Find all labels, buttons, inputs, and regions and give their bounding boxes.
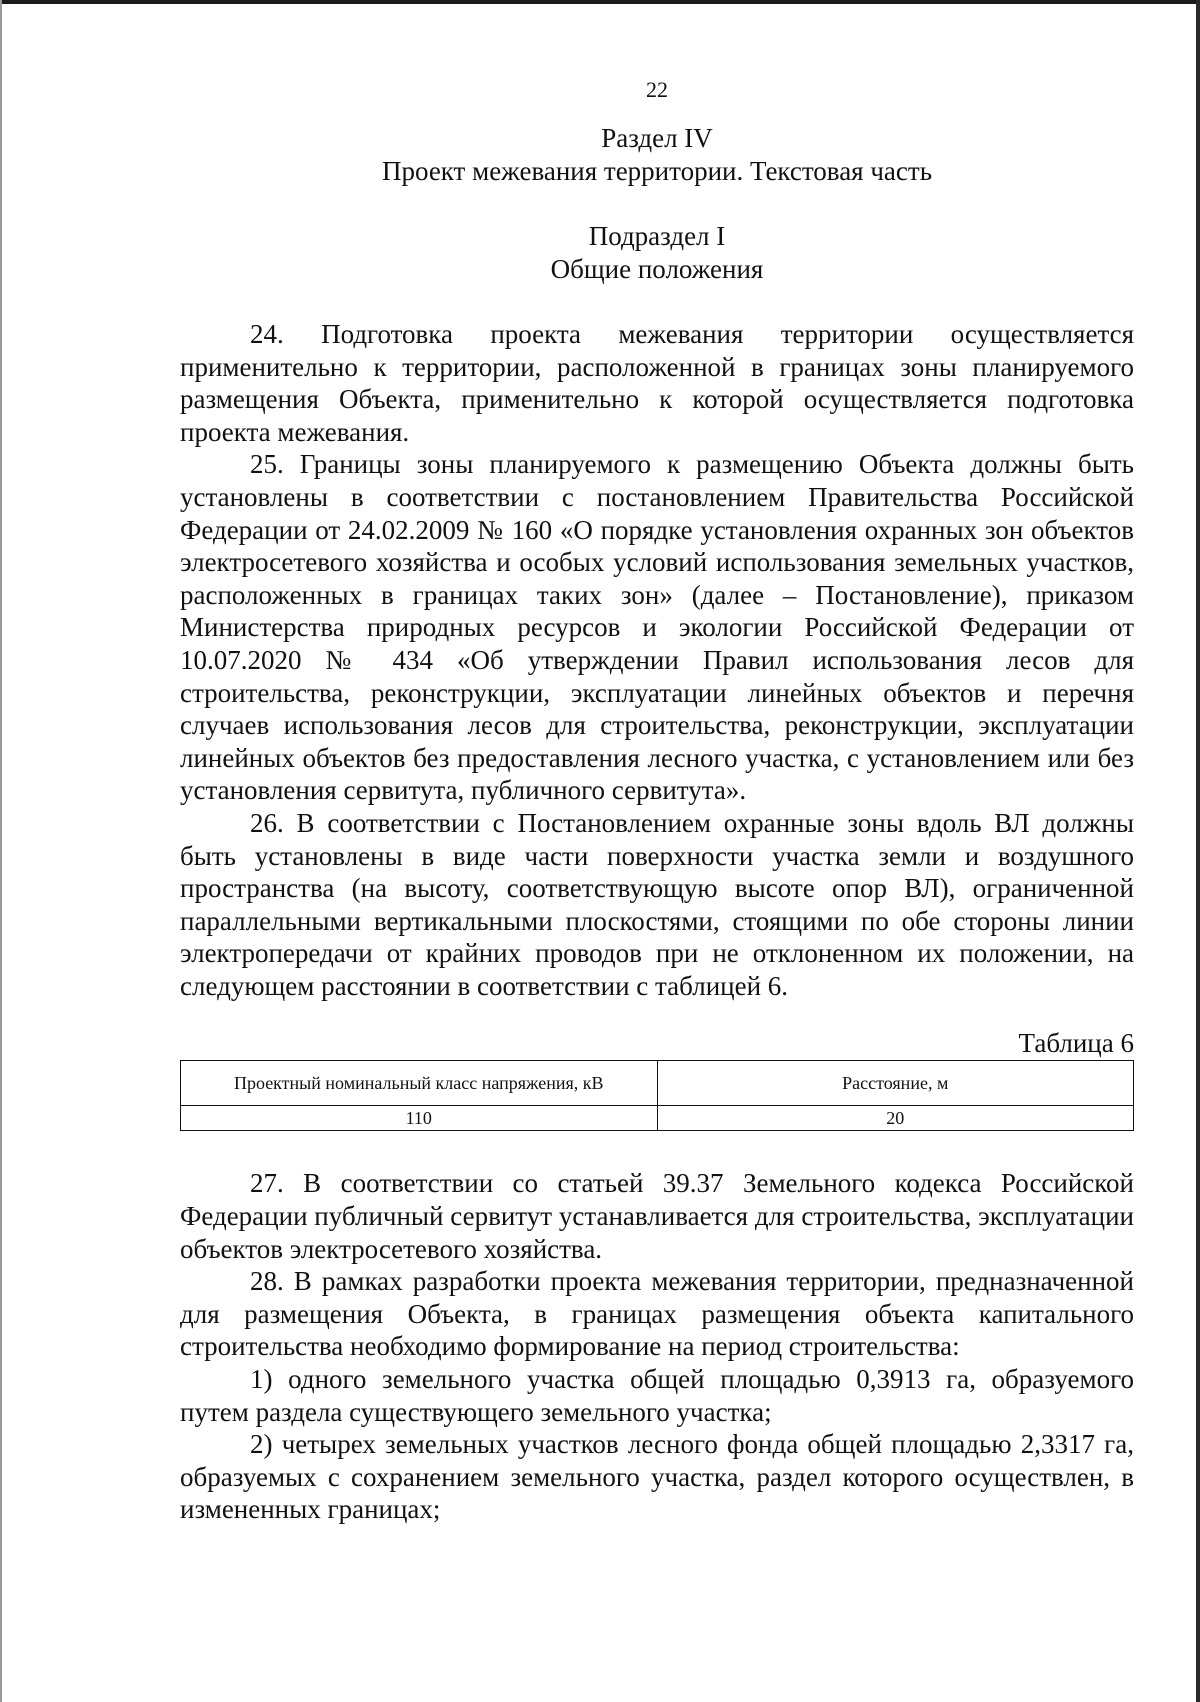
- paragraph-24: 24. Подготовка проекта межевания территории осуществляется применительно к территории, расположенной в границах зоны планируемого размещения Объекта, применительно к которой осуществляется подготовка проекта межевания.: [180, 319, 1134, 447]
- voltage-distance-table: [180, 1060, 1134, 1131]
- paragraph-26: 26. В соответствии с Постановлением охранные зоны вдоль ВЛ должны быть установлены в виде части поверхности участка земли и воздушного пространства (на высоту, соответствующую высоте опор ВЛ), ограниченной параллельными вертикальными плоскостями, стоящими по обе стороны линии электропередачи от крайних проводов при не отклоненном их положении, на следующем расстоянии в соответствии с таблицей 6.: [180, 807, 1134, 1001]
- paragraph-27: 27. В соответствии со статьей 39.37 Земельного кодекса Российской Федерации публичный сервитут устанавливается для строительства, эксплуатации объектов электросетевого хозяйства.: [180, 1168, 1134, 1264]
- subsection-subtitle: Общие положения: [550, 254, 764, 284]
- table-header-voltage: Проектный номинальный класс напряжения, кВ: [181, 1061, 658, 1106]
- paragraph-25: 25. Границы зоны планируемого к размещению Объекта должны быть установлены в соответствии с постановлением Правительства Российской Федерации от 24.02.2009 № 160 «О порядке установления охранных зон объектов электросетевого хозяйства и особых условий использования земельных участков, расположенных в границах таких зон» (далее – Постановление), приказом Министерства природных ресурсов и экологии Российской Федерации от 10.07.2020 № 434 «Об утверждении Правил использования лесов для строительства, реконструкции, эксплуатации линейных объектов и перечня случаев использования лесов для строительства, реконструкции, эксплуатации линейных объектов без предоставления лесного участка, с установлением или без установления сервитута, публичного сервитута».: [180, 449, 1134, 806]
- section-title: Раздел IV: [601, 123, 713, 153]
- page-number: 22: [646, 77, 668, 102]
- table-row: [181, 1106, 1134, 1131]
- list-item-2: 2) четырех земельных участков лесного фонда общей площадью 2,3317 га, образуемых с сохранением земельного участка, раздел которого осуществлен, в измененных границах;: [180, 1429, 1134, 1525]
- table-cell-distance: 20: [657, 1106, 1134, 1131]
- subsection-title: Подраздел I: [588, 221, 726, 251]
- scan-edge-top: [0, 0, 1200, 4]
- scan-edge-right: [1196, 0, 1200, 1702]
- document-page: [180, 70, 1134, 1526]
- paragraph-28: 28. В рамках разработки проекта межевания территории, предназначенной для размещения Объекта, в границах размещения объекта капитального строительства необходимо формирование на период строительства:: [180, 1266, 1134, 1362]
- table-header-row: [181, 1061, 1134, 1106]
- table-header-distance: Расстояние, м: [657, 1061, 1134, 1106]
- scan-edge-left: [0, 0, 2, 1702]
- list-item-1: 1) одного земельного участка общей площадью 0,3913 га, образуемого путем раздела существующего земельного участка;: [180, 1364, 1134, 1427]
- section-subtitle: Проект межевания территории. Текстовая часть: [381, 156, 933, 186]
- table-cell-voltage: 110: [181, 1106, 658, 1131]
- table-caption: Таблица 6: [1018, 1028, 1134, 1059]
